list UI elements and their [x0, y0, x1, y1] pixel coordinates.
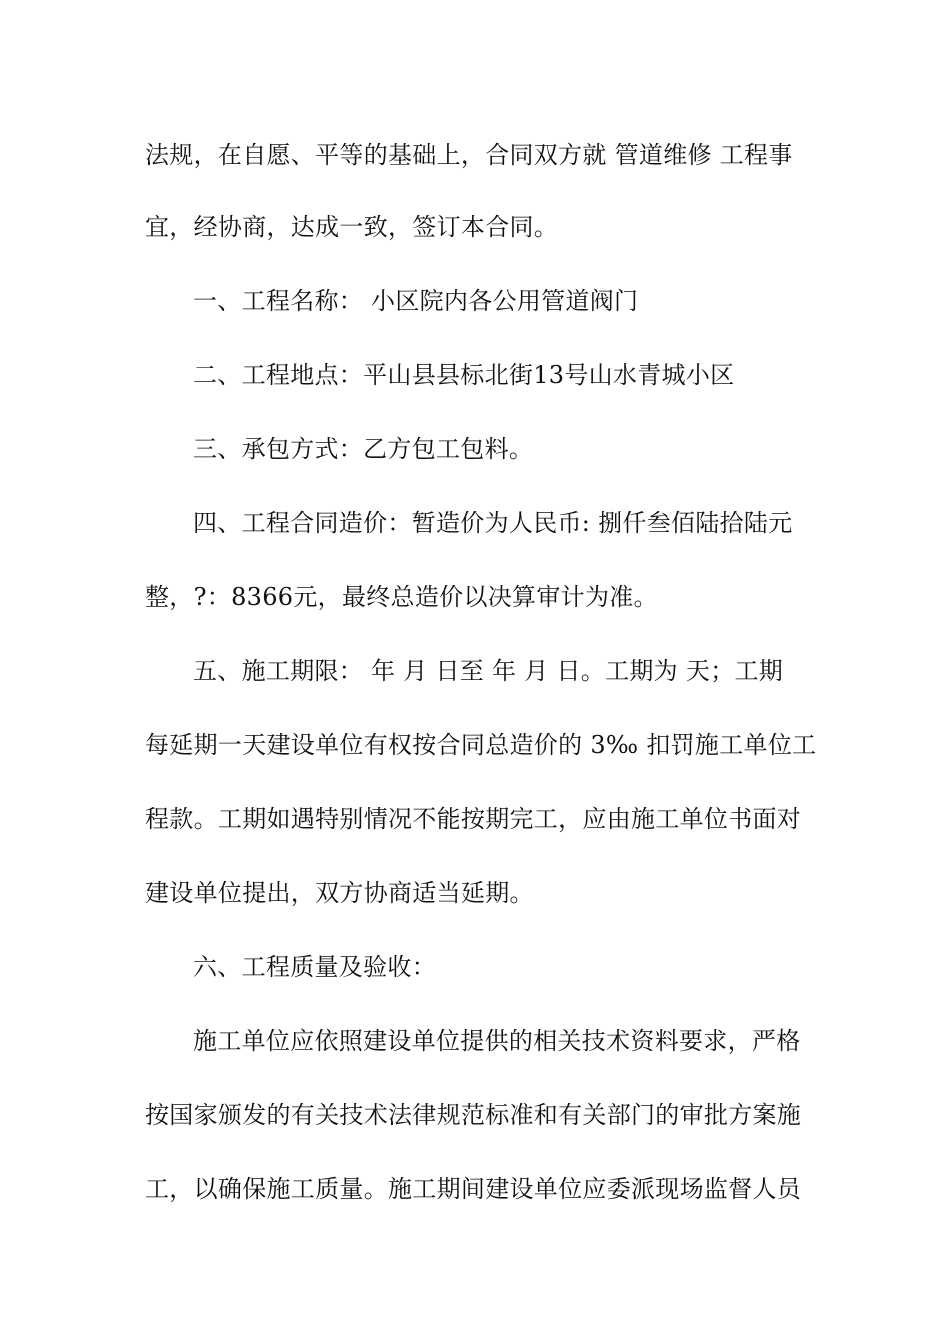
- clause-construction-period: 五、施工期限： 年 月 日至 年 月 日。工期为 天；工期: [193, 657, 784, 685]
- body-text-line: 整，?：8366元，最终总造价以决算审计为准。: [145, 583, 658, 611]
- clause-contract-method: 三、承包方式：乙方包工包料。: [193, 435, 534, 463]
- body-text-line: 法规，在自愿、平等的基础上，合同双方就 管道维修 工程事: [145, 141, 793, 169]
- body-text-line: 宜，经协商，达成一致，签订本合同。: [145, 213, 559, 241]
- clause-project-location: 二、工程地点：平山县县标北街13号山水青城小区: [193, 361, 735, 389]
- clause-quality-acceptance: 六、工程质量及验收：: [193, 953, 436, 981]
- body-text-line: 按国家颁发的有关技术法律规范标准和有关部门的审批方案施: [145, 1101, 802, 1129]
- body-text-line: 每延期一天建设单位有权按合同总造价的 3‰ 扣罚施工单位工: [145, 731, 817, 759]
- body-text-line: 工，以确保施工质量。施工期间建设单位应委派现场监督人员: [145, 1175, 802, 1203]
- clause-contract-price: 四、工程合同造价：暂造价为人民币: 捌仟叁佰陆拾陆元: [193, 509, 793, 537]
- clause-project-name: 一、工程名称： 小区院内各公用管道阀门: [193, 287, 639, 315]
- body-text-line: 程款。工期如遇特别情况不能按期完工，应由施工单位书面对: [145, 805, 802, 833]
- body-text-line: 建设单位提出，双方协商适当延期。: [145, 879, 534, 907]
- body-text-line: 施工单位应依照建设单位提供的相关技术资料要求，严格: [193, 1027, 801, 1055]
